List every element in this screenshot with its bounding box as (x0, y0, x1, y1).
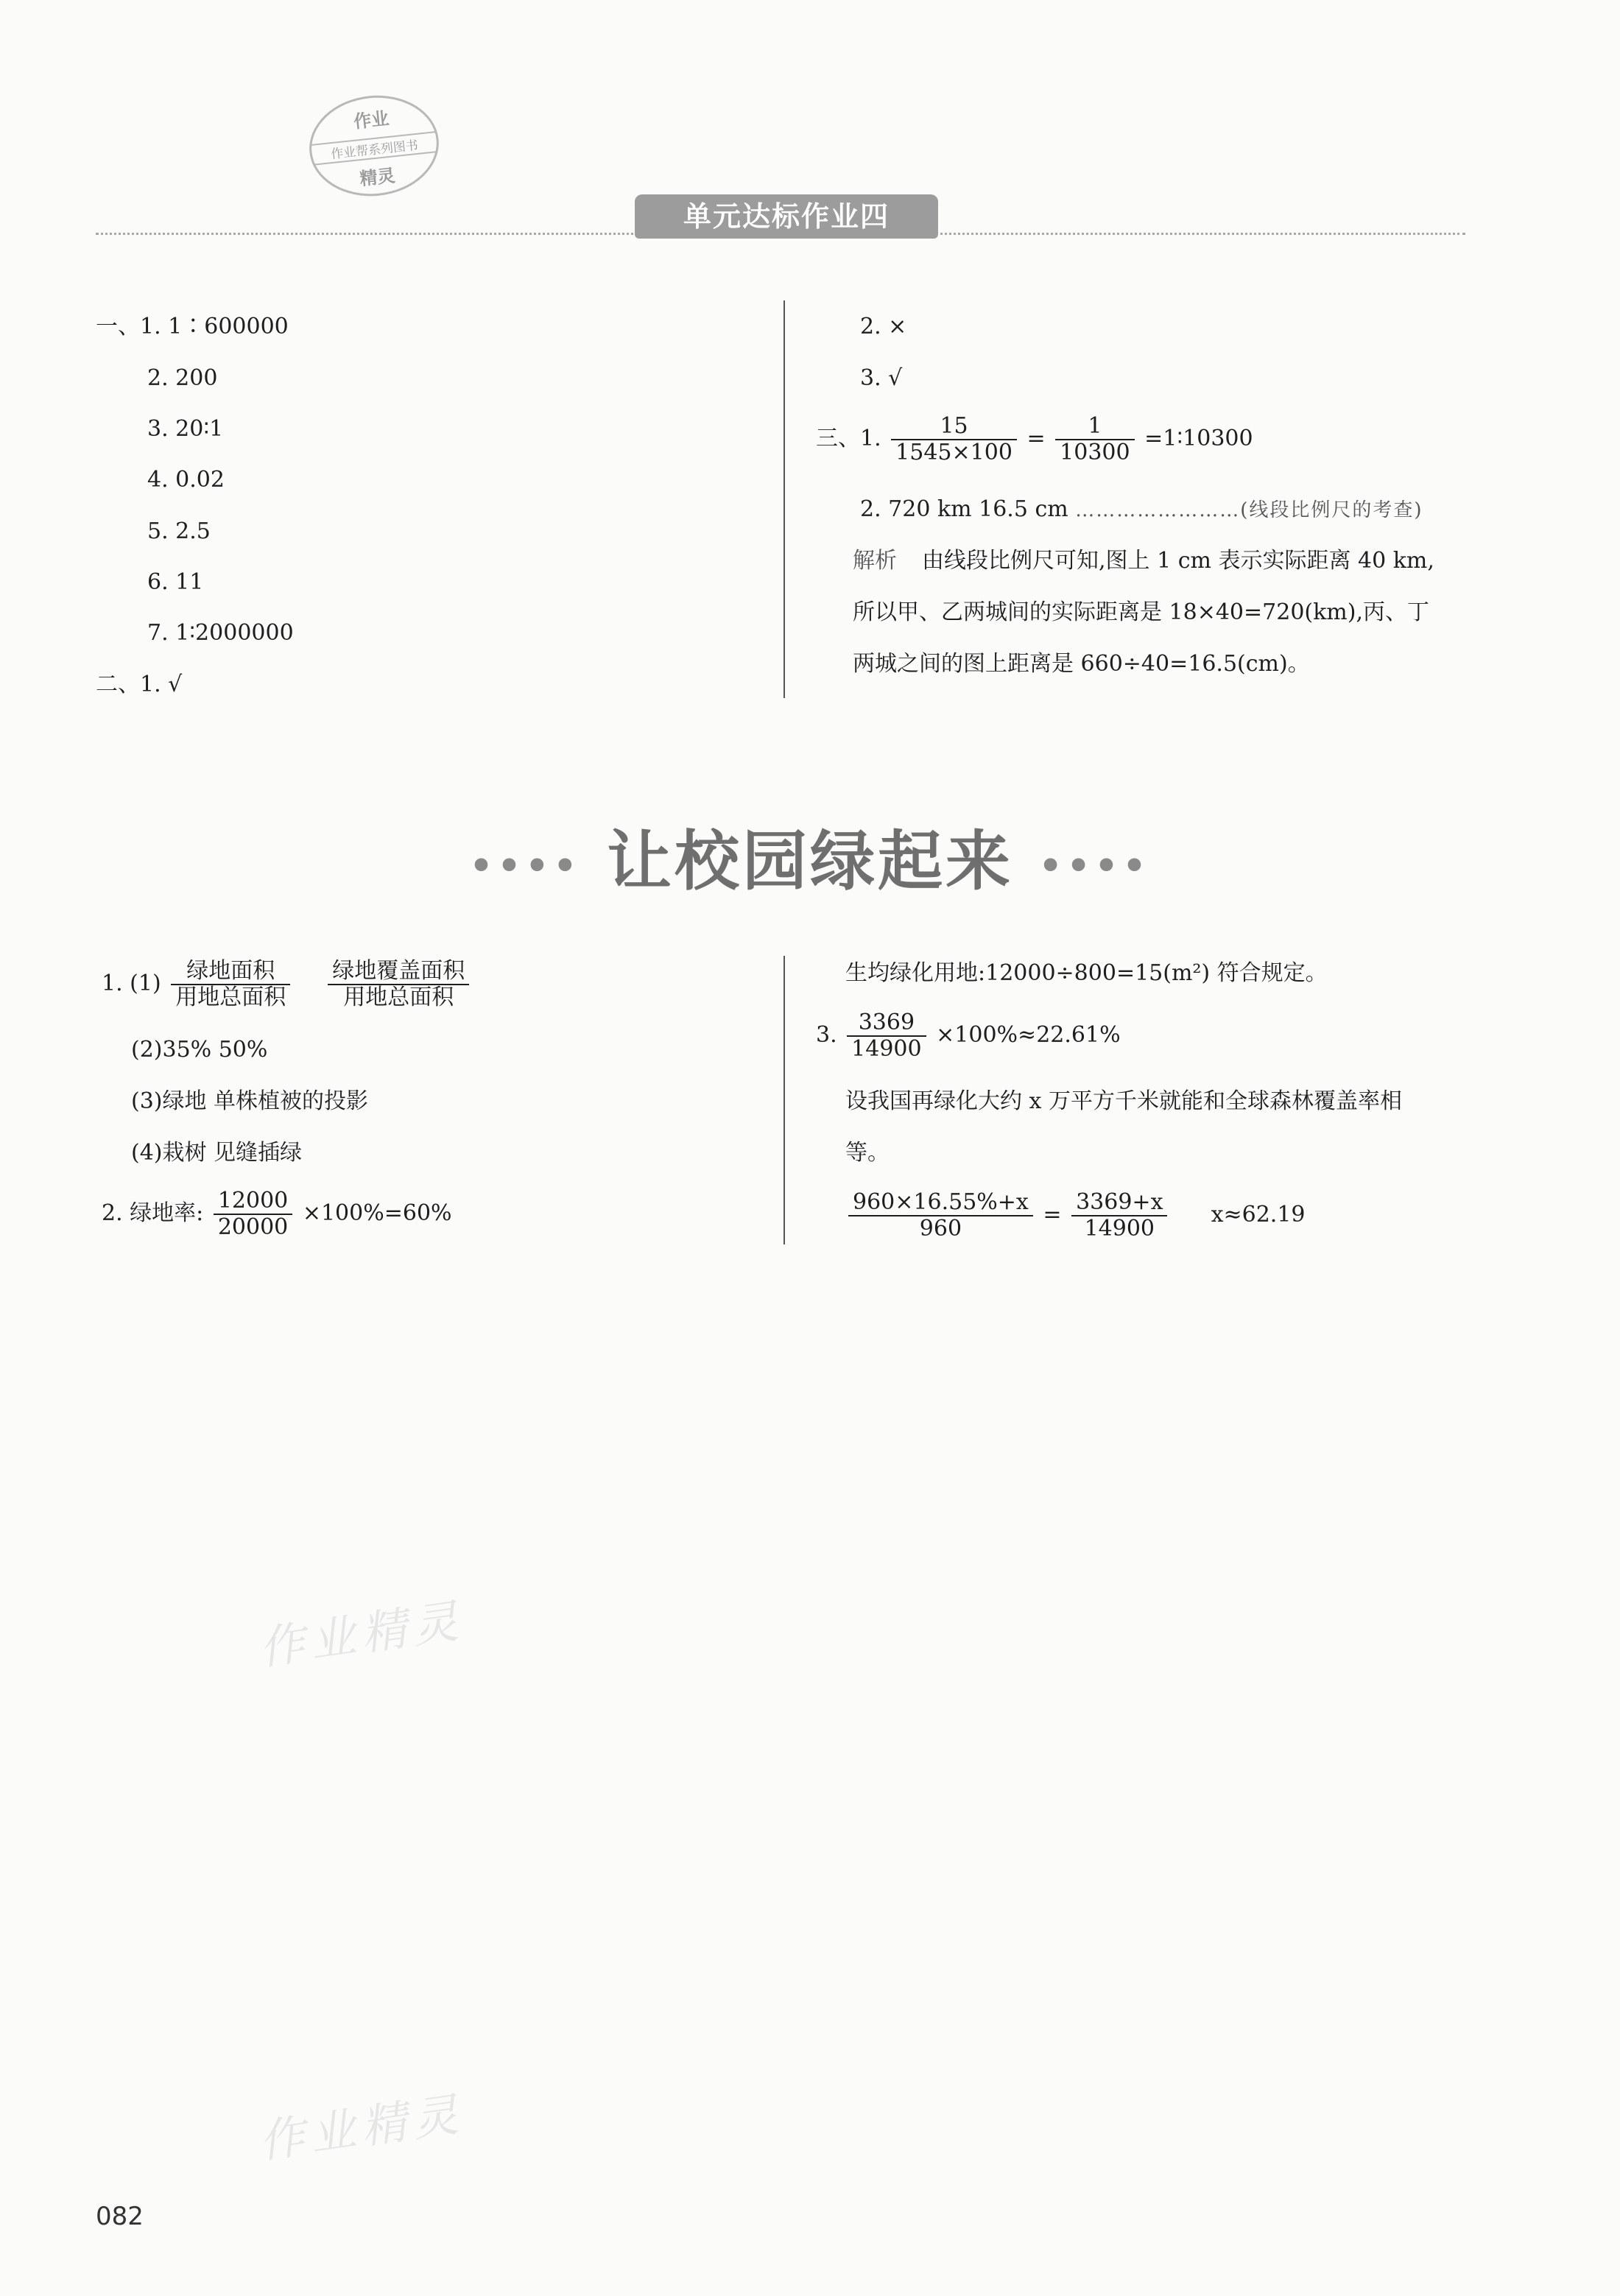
watermark-upper: 作业精灵 (255, 1593, 468, 1676)
green-q1-2: (2)35% 50% (131, 1037, 268, 1063)
analysis-text-1: 由线段比例尺可知,图上 1 cm 表示实际距离 40 km, (922, 548, 1434, 574)
green-q2-result: ×100%=60% (302, 1200, 452, 1226)
answer-3-2 (860, 495, 1423, 525)
logo-text-mid: 作业帮系列图书 (311, 131, 437, 166)
green-q1-prefix: 1. (1) (102, 971, 161, 996)
answer-1-3: 3. 20∶1 (147, 416, 224, 442)
fraction-equation-left (848, 1190, 1033, 1242)
green-q2 (102, 1189, 452, 1240)
equals-sign: = (1043, 1202, 1062, 1228)
fraction-denominator: 1545×100 (895, 440, 1012, 465)
answer-1-5: 5. 2.5 (147, 518, 211, 544)
fraction-denominator: 用地总面积 (175, 985, 286, 1010)
analysis-line-1 (853, 546, 1434, 576)
green-q1-3: (3)绿地 单株植被的投影 (131, 1088, 369, 1114)
fraction-denominator: 20000 (217, 1214, 289, 1240)
logo-text-bottom: 精灵 (359, 164, 396, 190)
logo-text-top: 作业 (352, 107, 390, 133)
banner-dots-left: •••• (469, 845, 582, 888)
fraction-numerator: 3369 (847, 1010, 926, 1037)
logo-stamp (304, 89, 443, 203)
fraction-denominator: 用地总面积 (343, 985, 454, 1010)
fraction-numerator: 960×16.55%+x (848, 1190, 1033, 1216)
fraction-green-area-ratio (171, 959, 290, 1010)
fraction-12000-over-20000 (214, 1189, 292, 1240)
fraction-denominator: 960 (919, 1216, 962, 1242)
analysis-label: 解析 (853, 548, 897, 574)
fraction-green-cover-ratio (328, 959, 469, 1010)
green-q2-prefix: 2. 绿地率: (102, 1200, 204, 1226)
green-per-student: 生均绿化用地:12000÷800=15(m²) 符合规定。 (845, 960, 1328, 986)
answer-3-1-prefix: 三、1. (816, 426, 881, 451)
column-divider-top (783, 300, 785, 698)
answer-1-2: 2. 200 (147, 365, 218, 391)
answer-1-1: 一、1. 1∶600000 (96, 314, 289, 339)
watermark-lower: 作业精灵 (255, 2086, 468, 2169)
fraction-denominator: 14900 (1084, 1216, 1155, 1242)
green-q3 (816, 1010, 1121, 1062)
answer-2-3: 3. √ (860, 365, 903, 391)
answer-3-2-note: ……………………(线段比例尺的考查) (1075, 499, 1423, 521)
answer-2-2: 2. × (860, 314, 907, 339)
header-title-tab: 单元达标作业四 (635, 194, 938, 239)
section-banner (0, 810, 1620, 903)
fraction-numerator: 绿地面积 (171, 959, 290, 985)
fraction-15-over-1545x100 (891, 414, 1017, 465)
ratio-result: =1∶10300 (1144, 426, 1253, 451)
green-q1-1 (102, 959, 472, 1010)
fraction-1-over-10300 (1055, 414, 1134, 465)
equation-solution: x≈62.19 (1211, 1202, 1306, 1228)
answer-3-1 (816, 414, 1253, 465)
section-title: 让校园绿起来 (606, 823, 1013, 899)
column-divider-bottom (783, 956, 785, 1244)
fraction-numerator: 15 (891, 414, 1017, 440)
green-equation (845, 1190, 1306, 1242)
fraction-equation-right (1071, 1190, 1167, 1242)
page-number: 082 (96, 2202, 144, 2231)
answer-3-2-values: 2. 720 km 16.5 cm (860, 496, 1068, 522)
green-q3-result: ×100%≈22.61% (936, 1022, 1121, 1048)
green-q3-prefix: 3. (816, 1022, 837, 1048)
fraction-numerator: 3369+x (1071, 1190, 1167, 1216)
fraction-denominator: 10300 (1060, 440, 1130, 465)
answer-1-6: 6. 11 (147, 569, 204, 595)
fraction-denominator: 14900 (851, 1036, 922, 1062)
analysis-line-2: 所以甲、乙两城间的实际距离是 18×40=720(km),丙、丁 (853, 599, 1429, 625)
fraction-numerator: 绿地覆盖面积 (328, 959, 469, 985)
fraction-numerator: 12000 (214, 1189, 292, 1215)
green-q1-4: (4)栽树 见缝插绿 (131, 1140, 303, 1166)
answer-2-1: 二、1. √ (96, 672, 183, 697)
banner-dots-right: •••• (1038, 845, 1151, 888)
answer-1-4: 4. 0.02 (147, 467, 225, 493)
analysis-line-3: 两城之间的图上距离是 660÷40=16.5(cm)。 (853, 651, 1310, 677)
fraction-3369-over-14900 (847, 1010, 926, 1062)
fraction-numerator: 1 (1055, 414, 1134, 440)
answer-1-7: 7. 1∶2000000 (147, 620, 294, 646)
equals-sign: = (1026, 426, 1046, 451)
green-q3-text-1: 设我国再绿化大约 x 万平方千米就能和全球森林覆盖率相 (845, 1088, 1402, 1114)
green-q3-text-2: 等。 (845, 1140, 890, 1166)
